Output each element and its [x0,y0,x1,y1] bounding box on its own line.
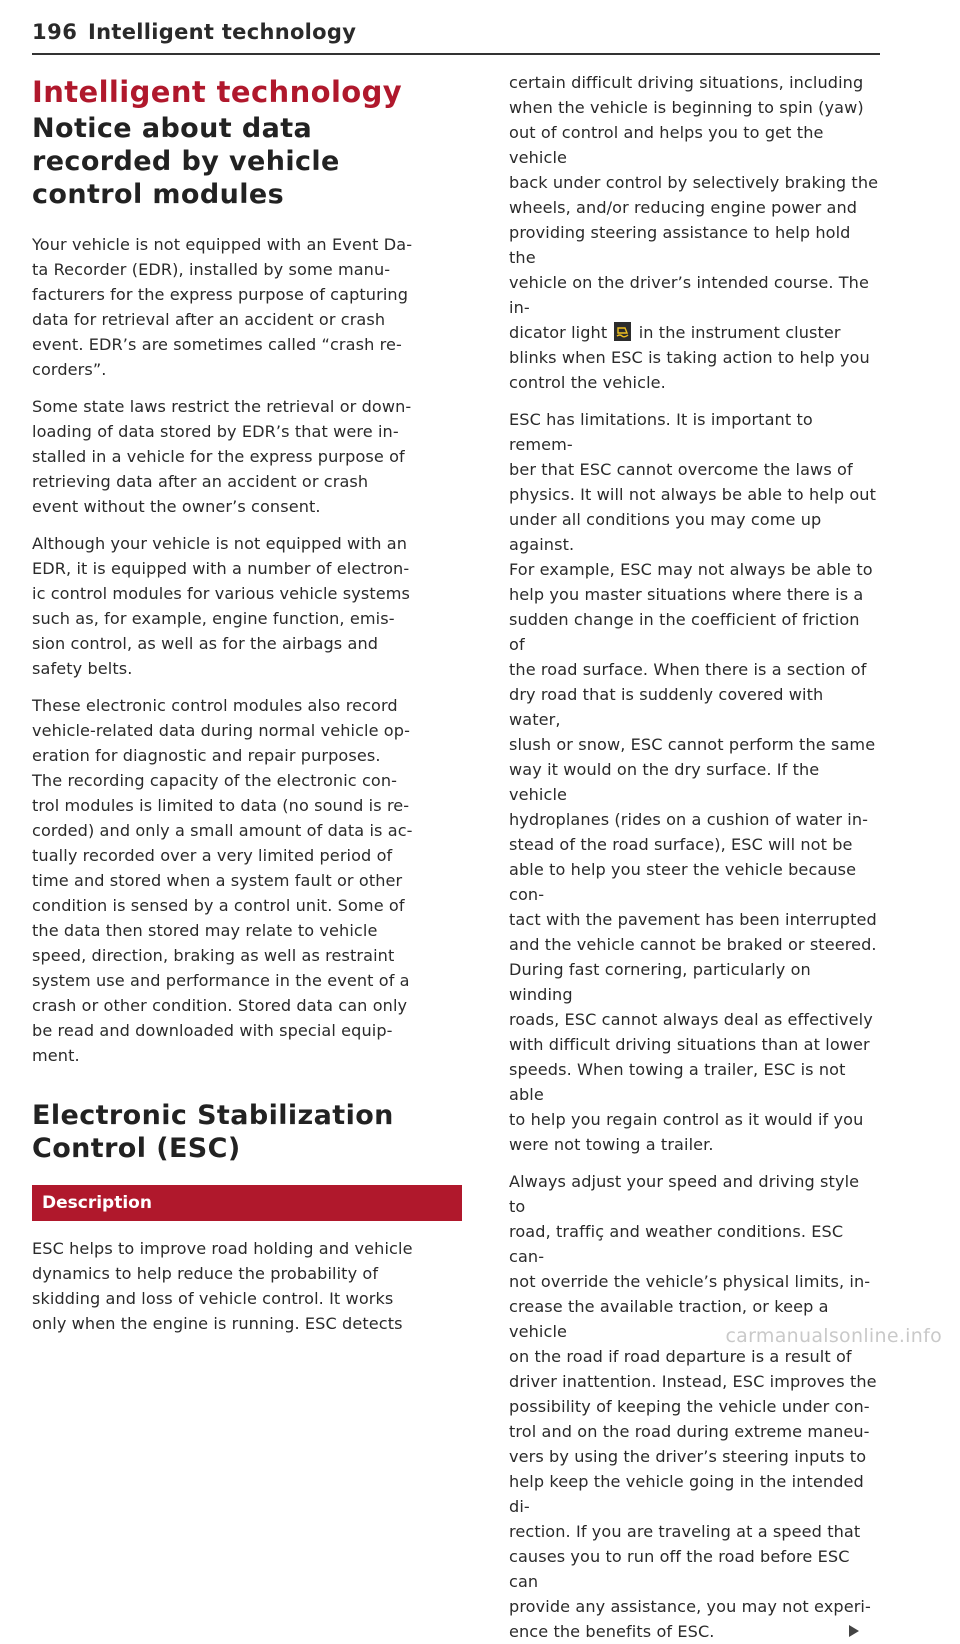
text-line: ment. [32,1046,80,1065]
text-line: loading of data stored by EDR’s that were in- [32,422,399,441]
text-line: the road surface. When there is a section of [509,660,867,679]
text-line: During fast cornering, particularly on winding [509,960,811,1004]
text-line: ESC helps to improve road holding and vehicle [32,1239,413,1258]
esc-heading-line: Control (ESC) [32,1133,241,1164]
text-line: Your vehicle is not equipped with an Event Da- [32,235,413,254]
text-line: trol modules is limited to data (no sound is re- [32,796,410,815]
text-line: Some state laws restrict the retrieval or down- [32,397,412,416]
right-column [509,70,881,1644]
text-line: roads, ESC cannot always deal as effectively [509,1010,873,1029]
text-line: condition is sensed by a control unit. Some of [32,896,405,915]
text-line: EDR, it is equipped with a number of electron- [32,559,410,578]
notice-paragraph-3 [32,531,457,681]
description-bar: Description [32,1185,462,1221]
text-line: dry road that is suddenly covered with water, [509,685,824,729]
esc-paragraph-1 [32,1236,457,1336]
notice-paragraph-1 [32,232,457,382]
text-line: sion control, as well as for the airbags and [32,634,379,653]
notice-heading-line: recorded by vehicle [32,146,340,177]
text-line: speeds. When towing a trailer, ESC is not able [509,1060,846,1104]
text-line: speed, direction, braking as well as restraint [32,946,395,965]
text-line: tact with the pavement has been interrupted [509,910,877,929]
continue-arrow-icon [847,1619,861,1644]
text-line: time and stored when a system fault or other [32,871,403,890]
notice-heading-line: Notice about data [32,113,313,144]
text-line: system use and performance in the event of a [32,971,410,990]
page-header [32,20,880,54]
text-line: slush or snow, ESC cannot perform the same [509,735,876,754]
text-line: ESC has limitations. It is important to remem- [509,410,813,454]
text-line: help you master situations where there is a [509,585,864,604]
text-line: ence the benefits of ESC. [509,1622,715,1641]
text-line: event without the owner’s consent. [32,497,321,516]
text-line: only when the engine is running. ESC detects [32,1314,403,1333]
text-line: For example, ESC may not always be able to [509,560,873,579]
text-line: corded) and only a small amount of data is ac- [32,821,413,840]
notice-heading-line: control modules [32,179,285,210]
watermark: carmanualsonline.info [725,1325,942,1347]
text-line: able to help you steer the vehicle because con- [509,860,857,904]
text-line: driver inattention. Instead, ESC improves the [509,1372,877,1391]
text-line: event. EDR’s are sometimes called “crash re- [32,335,402,354]
text-line: such as, for example, engine function, emis- [32,609,395,628]
text-line: stalled in a vehicle for the express purpose of [32,447,405,466]
text-line: vehicle-related data during normal vehicle op- [32,721,410,740]
text-line: crease the available traction, or keep a vehicle [509,1297,829,1341]
text-line: skidding and loss of vehicle control. It works [32,1289,394,1308]
text-line: sudden change in the coefficient of friction of [509,610,860,654]
text-line: rection. If you are traveling at a speed that [509,1522,861,1541]
text-line: with difficult driving situations than at lower [509,1035,870,1054]
esc-heading [32,1099,462,1165]
text-line: to help you regain control as it would if you [509,1110,864,1129]
left-column [32,75,462,1336]
page-number: 196 [32,20,78,44]
text-line: ic control modules for various vehicle systems [32,584,411,603]
text-line: road, traffiç and weather conditions. ESC can- [509,1222,844,1266]
text-line: back under control by selectively braking the [509,173,879,192]
esc-heading-line: Electronic Stabilization [32,1100,394,1131]
running-section-title: Intelligent technology [88,20,357,44]
text-line: not override the vehicle’s physical limits, in- [509,1272,871,1291]
text-line: corders”. [32,360,107,379]
text-line: were not towing a trailer. [509,1135,714,1154]
text-line: The recording capacity of the electronic con- [32,771,398,790]
text-line: crash or other condition. Stored data can only [32,996,408,1015]
text-line: ber that ESC cannot overcome the laws of [509,460,853,479]
text-line: provide any assistance, you may not experi- [509,1597,871,1616]
text-line: the data then stored may relate to vehicle [32,921,378,940]
text-line: when the vehicle is beginning to spin (yaw) [509,98,864,117]
text-line: ta Recorder (EDR), installed by some manu- [32,260,391,279]
text-line: Always adjust your speed and driving style to [509,1172,860,1216]
header-rule [32,53,880,55]
esc-limitations-paragraph [509,407,879,1157]
text-line: certain difficult driving situations, including [509,73,864,92]
notice-heading [32,112,462,211]
text-line: way it would on the dry surface. If the vehicle [509,760,820,804]
text-line: stead of the road surface), ESC will not be [509,835,853,854]
text-line: physics. It will not always be able to help out [509,485,877,504]
text-line: dicator light [509,323,613,342]
text-line: causes you to run off the road before ESC can [509,1547,850,1591]
text-line: These electronic control modules also record [32,696,398,715]
text-line: tually recorded over a very limited period of [32,846,393,865]
text-line: data for retrieval after an accident or crash [32,310,386,329]
text-line: Although your vehicle is not equipped with an [32,534,408,553]
text-line: out of control and helps you to get the vehicle [509,123,824,167]
text-line: eration for diagnostic and repair purposes. [32,746,381,765]
text-line: trol and on the road during extreme maneu- [509,1422,870,1441]
text-line: on the road if road departure is a result of [509,1347,852,1366]
text-line: facturers for the express purpose of capturing [32,285,409,304]
text-line: be read and downloaded with special equip- [32,1021,393,1040]
text-line: providing steering assistance to help hold the [509,223,851,267]
text-line: vehicle on the driver’s intended course. The in- [509,273,869,317]
text-line: dynamics to help reduce the probability of [32,1264,379,1283]
text-line: and the vehicle cannot be braked or steered. [509,935,877,954]
text-line: vers by using the driver’s steering inputs to [509,1447,867,1466]
text-line: blinks when ESC is taking action to help you [509,348,870,367]
esc-paragraph-1-continued [509,70,879,395]
text-line: under all conditions you may come up against. [509,510,822,554]
text-line: wheels, and/or reducing engine power and [509,198,858,217]
chapter-title: Intelligent technology [32,75,403,109]
notice-paragraph-4 [32,693,457,1068]
text-line: control the vehicle. [509,373,666,392]
text-line: possibility of keeping the vehicle under con- [509,1397,870,1416]
driving-style-paragraph [509,1169,879,1644]
text-line: safety belts. [32,659,133,678]
text-line: retrieving data after an accident or crash [32,472,369,491]
text-line: in the instrument cluster [633,323,841,342]
notice-paragraph-2 [32,394,457,519]
text-line: hydroplanes (rides on a cushion of water in- [509,810,869,829]
text-line: help keep the vehicle going in the intended di- [509,1472,864,1516]
esc-warning-icon [614,322,631,341]
